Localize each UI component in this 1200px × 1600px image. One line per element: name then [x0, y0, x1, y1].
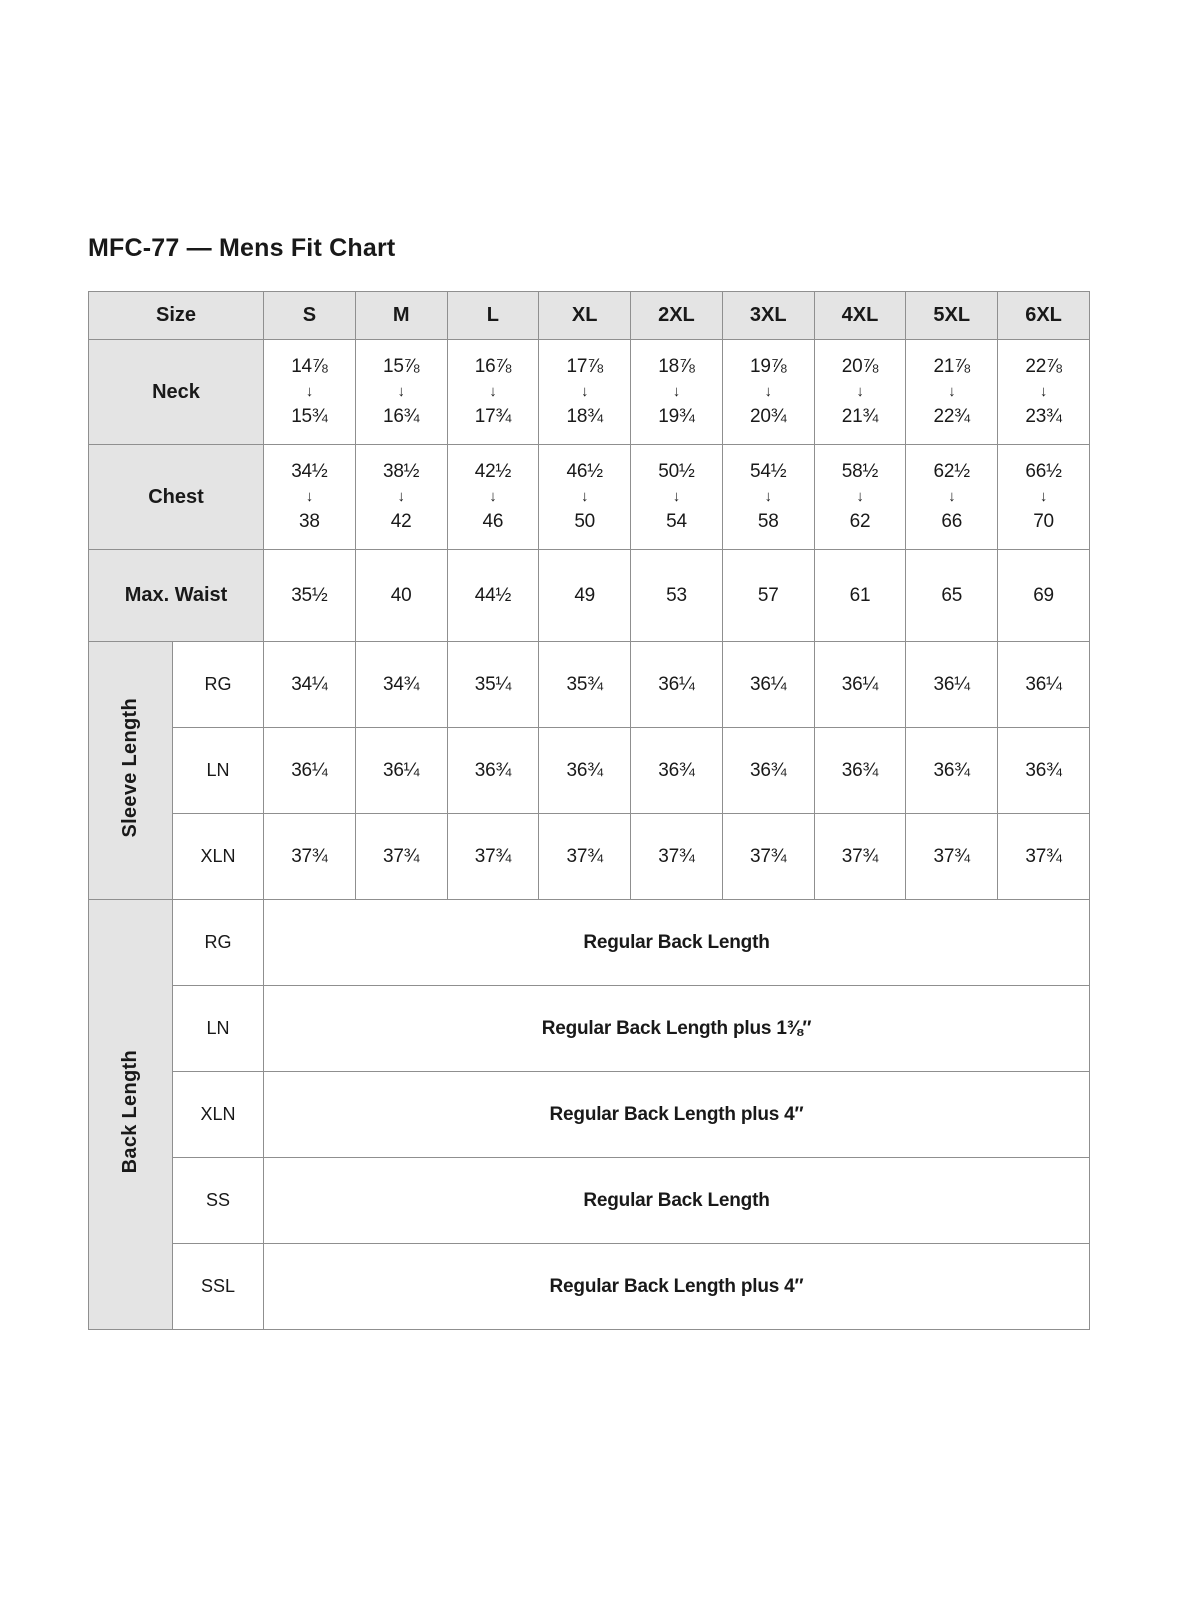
down-arrow-icon: ↓: [397, 488, 405, 506]
range-from: 34½: [291, 461, 328, 483]
max-waist-value: 57: [722, 550, 814, 642]
neck-label: Neck: [89, 340, 264, 445]
neck-value: [447, 340, 539, 445]
range-from: 14⅞: [291, 356, 328, 378]
chest-row: [89, 445, 1090, 550]
range-from: 62½: [933, 461, 970, 483]
neck-value: [814, 340, 906, 445]
neck-row: [89, 340, 1090, 445]
range-from: 54½: [750, 461, 787, 483]
chest-value: [447, 445, 539, 550]
back-length-row-xln: [89, 1072, 1090, 1158]
range-to: 46: [482, 510, 504, 532]
down-arrow-icon: ↓: [305, 488, 314, 506]
range-to: 38: [299, 510, 320, 532]
size-col-header: 2XL: [631, 292, 723, 340]
back-length-description: Regular Back Length plus 4″: [264, 1244, 1090, 1330]
down-arrow-icon: ↓: [672, 383, 681, 401]
max-waist-row: [89, 550, 1090, 642]
range-to: 42: [390, 510, 412, 532]
range-from: 50½: [658, 461, 695, 483]
sleeve-value: 36¼: [355, 728, 447, 814]
range-from: 42½: [474, 461, 512, 483]
sleeve-value: 36¼: [631, 642, 723, 728]
sleeve-value: 36¾: [814, 728, 906, 814]
range-from: 58½: [841, 461, 879, 483]
sleeve-value: 36¼: [722, 642, 814, 728]
down-arrow-icon: ↓: [672, 488, 681, 506]
header-row: [89, 292, 1090, 340]
chest-value: [814, 445, 906, 550]
back-sub-label: SS: [173, 1158, 264, 1244]
size-col-header: XL: [539, 292, 631, 340]
down-arrow-icon: ↓: [948, 488, 956, 506]
sleeve-length-group-label: [89, 642, 173, 900]
range-from: 17⅞: [566, 356, 603, 378]
sleeve-value: 37¾: [631, 814, 723, 900]
sleeve-value: 37¾: [722, 814, 814, 900]
back-sub-label: RG: [173, 900, 264, 986]
down-arrow-icon: ↓: [1039, 383, 1048, 401]
max-waist-value: 49: [539, 550, 631, 642]
max-waist-value: 40: [355, 550, 447, 642]
down-arrow-icon: ↓: [305, 383, 314, 401]
neck-value: [998, 340, 1090, 445]
range-from: 22⅞: [1025, 356, 1062, 378]
sleeve-value: 36¾: [631, 728, 723, 814]
range-to: 50: [574, 510, 596, 532]
size-col-header: 5XL: [906, 292, 998, 340]
sleeve-value: 36¾: [447, 728, 539, 814]
chest-value: [998, 445, 1090, 550]
size-col-header: 4XL: [814, 292, 906, 340]
range-from: 20⅞: [841, 356, 879, 378]
range-from: 21⅞: [933, 356, 970, 378]
size-col-header: 6XL: [998, 292, 1090, 340]
range-to: 54: [666, 510, 687, 532]
chest-value: [355, 445, 447, 550]
down-arrow-icon: ↓: [581, 488, 589, 506]
page-title: MFC-77 — Mens Fit Chart: [88, 234, 396, 262]
sleeve-value: 34¾: [355, 642, 447, 728]
range-to: 21¾: [841, 405, 879, 427]
range-from: 18⅞: [658, 356, 695, 378]
down-arrow-icon: ↓: [489, 383, 497, 401]
max-waist-value: 65: [906, 550, 998, 642]
chest-label: Chest: [89, 445, 264, 550]
fit-chart-table: [88, 291, 1090, 1330]
max-waist-value: 53: [631, 550, 723, 642]
max-waist-value: 35½: [264, 550, 356, 642]
back-length-description: Regular Back Length: [264, 1158, 1090, 1244]
down-arrow-icon: ↓: [764, 383, 772, 401]
back-length-description: Regular Back Length: [264, 900, 1090, 986]
neck-value: [906, 340, 998, 445]
range-to: 70: [1033, 510, 1054, 532]
range-to: 22¾: [933, 405, 970, 427]
back-sub-label: SSL: [173, 1244, 264, 1330]
max-waist-value: 69: [998, 550, 1090, 642]
sleeve-value: 36¾: [722, 728, 814, 814]
down-arrow-icon: ↓: [856, 383, 864, 401]
sleeve-length-row-rg: [89, 642, 1090, 728]
down-arrow-icon: ↓: [856, 488, 864, 506]
down-arrow-icon: ↓: [948, 383, 956, 401]
range-to: 20¾: [750, 405, 787, 427]
sleeve-length-row-ln: [89, 728, 1090, 814]
sleeve-value: 37¾: [447, 814, 539, 900]
chest-value: [539, 445, 631, 550]
chest-value: [906, 445, 998, 550]
size-header-cell: Size: [89, 292, 264, 340]
neck-value: [264, 340, 356, 445]
chest-value: [722, 445, 814, 550]
range-from: 66½: [1025, 461, 1062, 483]
back-sub-label: LN: [173, 986, 264, 1072]
sleeve-value: 36¼: [264, 728, 356, 814]
sleeve-value: 37¾: [906, 814, 998, 900]
neck-value: [539, 340, 631, 445]
back-length-row-ssl: [89, 1244, 1090, 1330]
range-to: 15¾: [291, 405, 328, 427]
range-to: 19¾: [658, 405, 695, 427]
sleeve-value: 35¾: [539, 642, 631, 728]
sleeve-sub-label: XLN: [173, 814, 264, 900]
back-length-row-ln: [89, 986, 1090, 1072]
size-col-header: S: [264, 292, 356, 340]
sleeve-value: 37¾: [814, 814, 906, 900]
size-col-header: L: [447, 292, 539, 340]
back-length-vertical-text: Back Length: [119, 1050, 141, 1174]
chest-value: [264, 445, 356, 550]
size-col-header: M: [355, 292, 447, 340]
range-to: 23¾: [1025, 405, 1062, 427]
sleeve-sub-label: LN: [173, 728, 264, 814]
max-waist-value: 44½: [447, 550, 539, 642]
down-arrow-icon: ↓: [489, 488, 497, 506]
sleeve-value: 37¾: [998, 814, 1090, 900]
range-from: 16⅞: [474, 356, 512, 378]
back-length-group-label: [89, 900, 173, 1330]
neck-value: [722, 340, 814, 445]
sleeve-value: 36¾: [906, 728, 998, 814]
range-from: 19⅞: [750, 356, 787, 378]
max-waist-value: 61: [814, 550, 906, 642]
sleeve-sub-label: RG: [173, 642, 264, 728]
sleeve-value: 36¾: [539, 728, 631, 814]
range-from: 15⅞: [382, 356, 420, 378]
range-to: 17¾: [474, 405, 512, 427]
down-arrow-icon: ↓: [581, 383, 589, 401]
sleeve-value: 37¾: [539, 814, 631, 900]
sleeve-value: 36¼: [998, 642, 1090, 728]
back-length-row-rg: [89, 900, 1090, 986]
range-to: 16¾: [382, 405, 420, 427]
down-arrow-icon: ↓: [1039, 488, 1048, 506]
range-to: 66: [941, 510, 963, 532]
sleeve-value: 37¾: [264, 814, 356, 900]
max-waist-label: Max. Waist: [89, 550, 264, 642]
sleeve-length-row-xln: [89, 814, 1090, 900]
range-to: 18¾: [566, 405, 603, 427]
chest-value: [631, 445, 723, 550]
sleeve-value: 35¼: [447, 642, 539, 728]
neck-value: [631, 340, 723, 445]
sleeve-value: 36¾: [998, 728, 1090, 814]
sleeve-value: 36¼: [906, 642, 998, 728]
sleeve-value: 36¼: [814, 642, 906, 728]
range-from: 46½: [566, 461, 603, 483]
down-arrow-icon: ↓: [397, 383, 405, 401]
sleeve-length-vertical-text: Sleeve Length: [119, 698, 141, 838]
range-to: 58: [757, 510, 779, 532]
sleeve-value: 37¾: [355, 814, 447, 900]
back-length-row-ss: [89, 1158, 1090, 1244]
neck-value: [355, 340, 447, 445]
back-length-description: Regular Back Length plus 4″: [264, 1072, 1090, 1158]
back-length-description: Regular Back Length plus 1⅜″: [264, 986, 1090, 1072]
sleeve-value: 34¼: [264, 642, 356, 728]
range-to: 62: [849, 510, 871, 532]
back-sub-label: XLN: [173, 1072, 264, 1158]
range-from: 38½: [382, 461, 420, 483]
size-col-header: 3XL: [722, 292, 814, 340]
down-arrow-icon: ↓: [764, 488, 772, 506]
